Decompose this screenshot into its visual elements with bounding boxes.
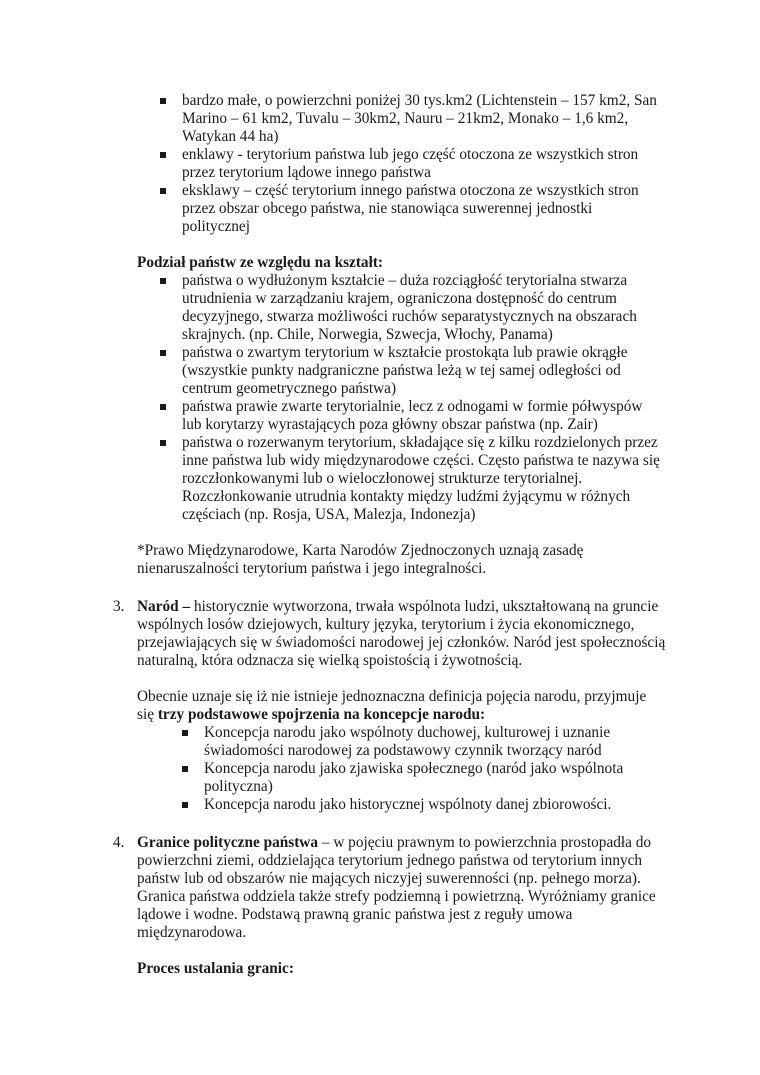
list-item-text: Koncepcja narodu jako zjawiska społecznego (naród jako wspólnota polityczna) [204, 760, 624, 795]
section-3-text: historycznie wytworzona, trwała wspólnota ludzi, ukształtowaną na gruncie wspólnych losów dziejowych, kultury języka, terytorium i życia ekonomicznego, przejawiających się w świadomości narodowej jej członków. Naród jest społecznością naturalną, która odznacza się wielką spoistością i żywotnością. [137, 598, 666, 669]
document-page [0, 92, 760, 978]
list-item-text: Koncepcja narodu jako wspólnoty duchowej, kulturowej i uznanie świadomości narodowej za podstawowy czynnik tworzący naród [204, 724, 611, 759]
list-item-text: enklawy - terytorium państwa lub jego część otoczona ze wszystkich stron przez terytorium lądowe innego państwa [182, 146, 639, 181]
square-bullet-icon [160, 404, 166, 410]
list-item [0, 272, 660, 344]
section-4-text: – w pojęciu prawnym to powierzchnia prostopadła do powierzchni ziemi, oddzielająca terytorium jednego państwa od terytorium innych państw lub od obszarów nie mających niczyjej suwerenności (np. pełnego morza). Granica państwa oddziela także strefy podziemną i powietrzną. Wyróżniamy granice lądowe i wodne. Podstawą prawną granic państwa jest z reguły umowa międzynarodowa. [137, 834, 656, 941]
list-item [0, 146, 660, 182]
section-4-heading: Proces ustalania granic: [137, 960, 294, 977]
list-item [0, 182, 660, 236]
square-bullet-icon [160, 440, 166, 446]
square-bullet-icon [182, 730, 188, 736]
list-item-text: państwa o rozerwanym terytorium, składające się z kilku rozdzielonych przez inne państwa lub widy międzynarodowe części. Często państwa te nazywa się rozczłonkowanymi lub o wieloczłonowej strukturze terytorialnej. Rozczłonkowanie utrudnia kontakty między ludźmi żyjącymu w różnych częściach (np. Rosja, USA, Malezja, Indonezja) [182, 434, 660, 523]
section-number: 4. [113, 834, 125, 851]
section-3-intro-bold: trzy podstawowe spojrzenia na koncepcje narodu: [157, 706, 486, 723]
size-categories-list [0, 92, 760, 236]
section-3-intro-text: Obecnie uznaje się iż nie istnieje jednoznaczna definicja pojęcia narodu, przyjmuje się [137, 688, 647, 723]
nation-concepts-list [0, 724, 760, 814]
list-item [0, 344, 660, 398]
list-item [0, 724, 660, 760]
integrity-note: *Prawo Międzynarodowe, Karta Narodów Zjednoczonych uznają zasadę nienaruszalności terytorium państwa i jego integralności. [137, 542, 584, 577]
list-item [0, 796, 660, 814]
section-number: 3. [113, 598, 125, 615]
section-3-intro [137, 688, 667, 724]
section-4-term: Granice polityczne państwa [137, 834, 319, 851]
list-item-text: Koncepcja narodu jako historycznej wspólnoty danej zbiorowości. [204, 796, 612, 813]
list-item [0, 92, 660, 146]
list-item-text: bardzo małe, o powierzchni poniżej 30 tys.km2 (Lichtenstein – 157 km2, San Marino – 61 km2, Tuvalu – 30km2, Nauru – 21km2, Monako – 1,6 km2, Watykan 44 ha) [182, 92, 657, 145]
square-bullet-icon [182, 766, 188, 772]
section-4-definition [137, 834, 667, 942]
square-bullet-icon [160, 278, 166, 284]
list-item [0, 398, 660, 434]
square-bullet-icon [160, 188, 166, 194]
section-3-term: Naród – [137, 598, 191, 615]
list-item-text: państwa o zwartym terytorium w kształcie prostokąta lub prawie okrągłe (wszystkie punkty nadgraniczne państwa leżą w tej samej odległości od centrum geometrycznego państwa) [182, 344, 628, 397]
list-item-text: państwa o wydłużonym kształcie – duża rozciągłość terytorialna stwarza utrudnienia w zarządzaniu krajem, ograniczona dostępność do centrum decyzyjnego, stwarza możliwości ruchów separatystycznych na obszarach skrajnych. (np. Chile, Norwegia, Szwecja, Włochy, Panama) [182, 272, 637, 343]
list-item [0, 760, 660, 796]
shape-categories-list [0, 272, 760, 524]
list-item-text: państwa prawie zwarte terytorialnie, lecz z odnogami w formie półwyspów lub korytarzy wyrastających poza główny obszar państwa (np. Zair) [182, 398, 643, 433]
list-item-text: eksklawy – część terytorium innego państwa otoczona ze wszystkich stron przez obszar obcego państwa, nie stanowiąca suwerennej jednostki politycznej [182, 182, 639, 235]
square-bullet-icon [160, 98, 166, 104]
list-item [0, 434, 660, 524]
shape-section-heading: Podział państw ze względu na kształt: [137, 254, 384, 271]
square-bullet-icon [182, 802, 188, 808]
section-3-definition [137, 598, 667, 670]
square-bullet-icon [160, 350, 166, 356]
section-3 [0, 598, 760, 814]
section-4 [0, 834, 760, 978]
square-bullet-icon [160, 152, 166, 158]
